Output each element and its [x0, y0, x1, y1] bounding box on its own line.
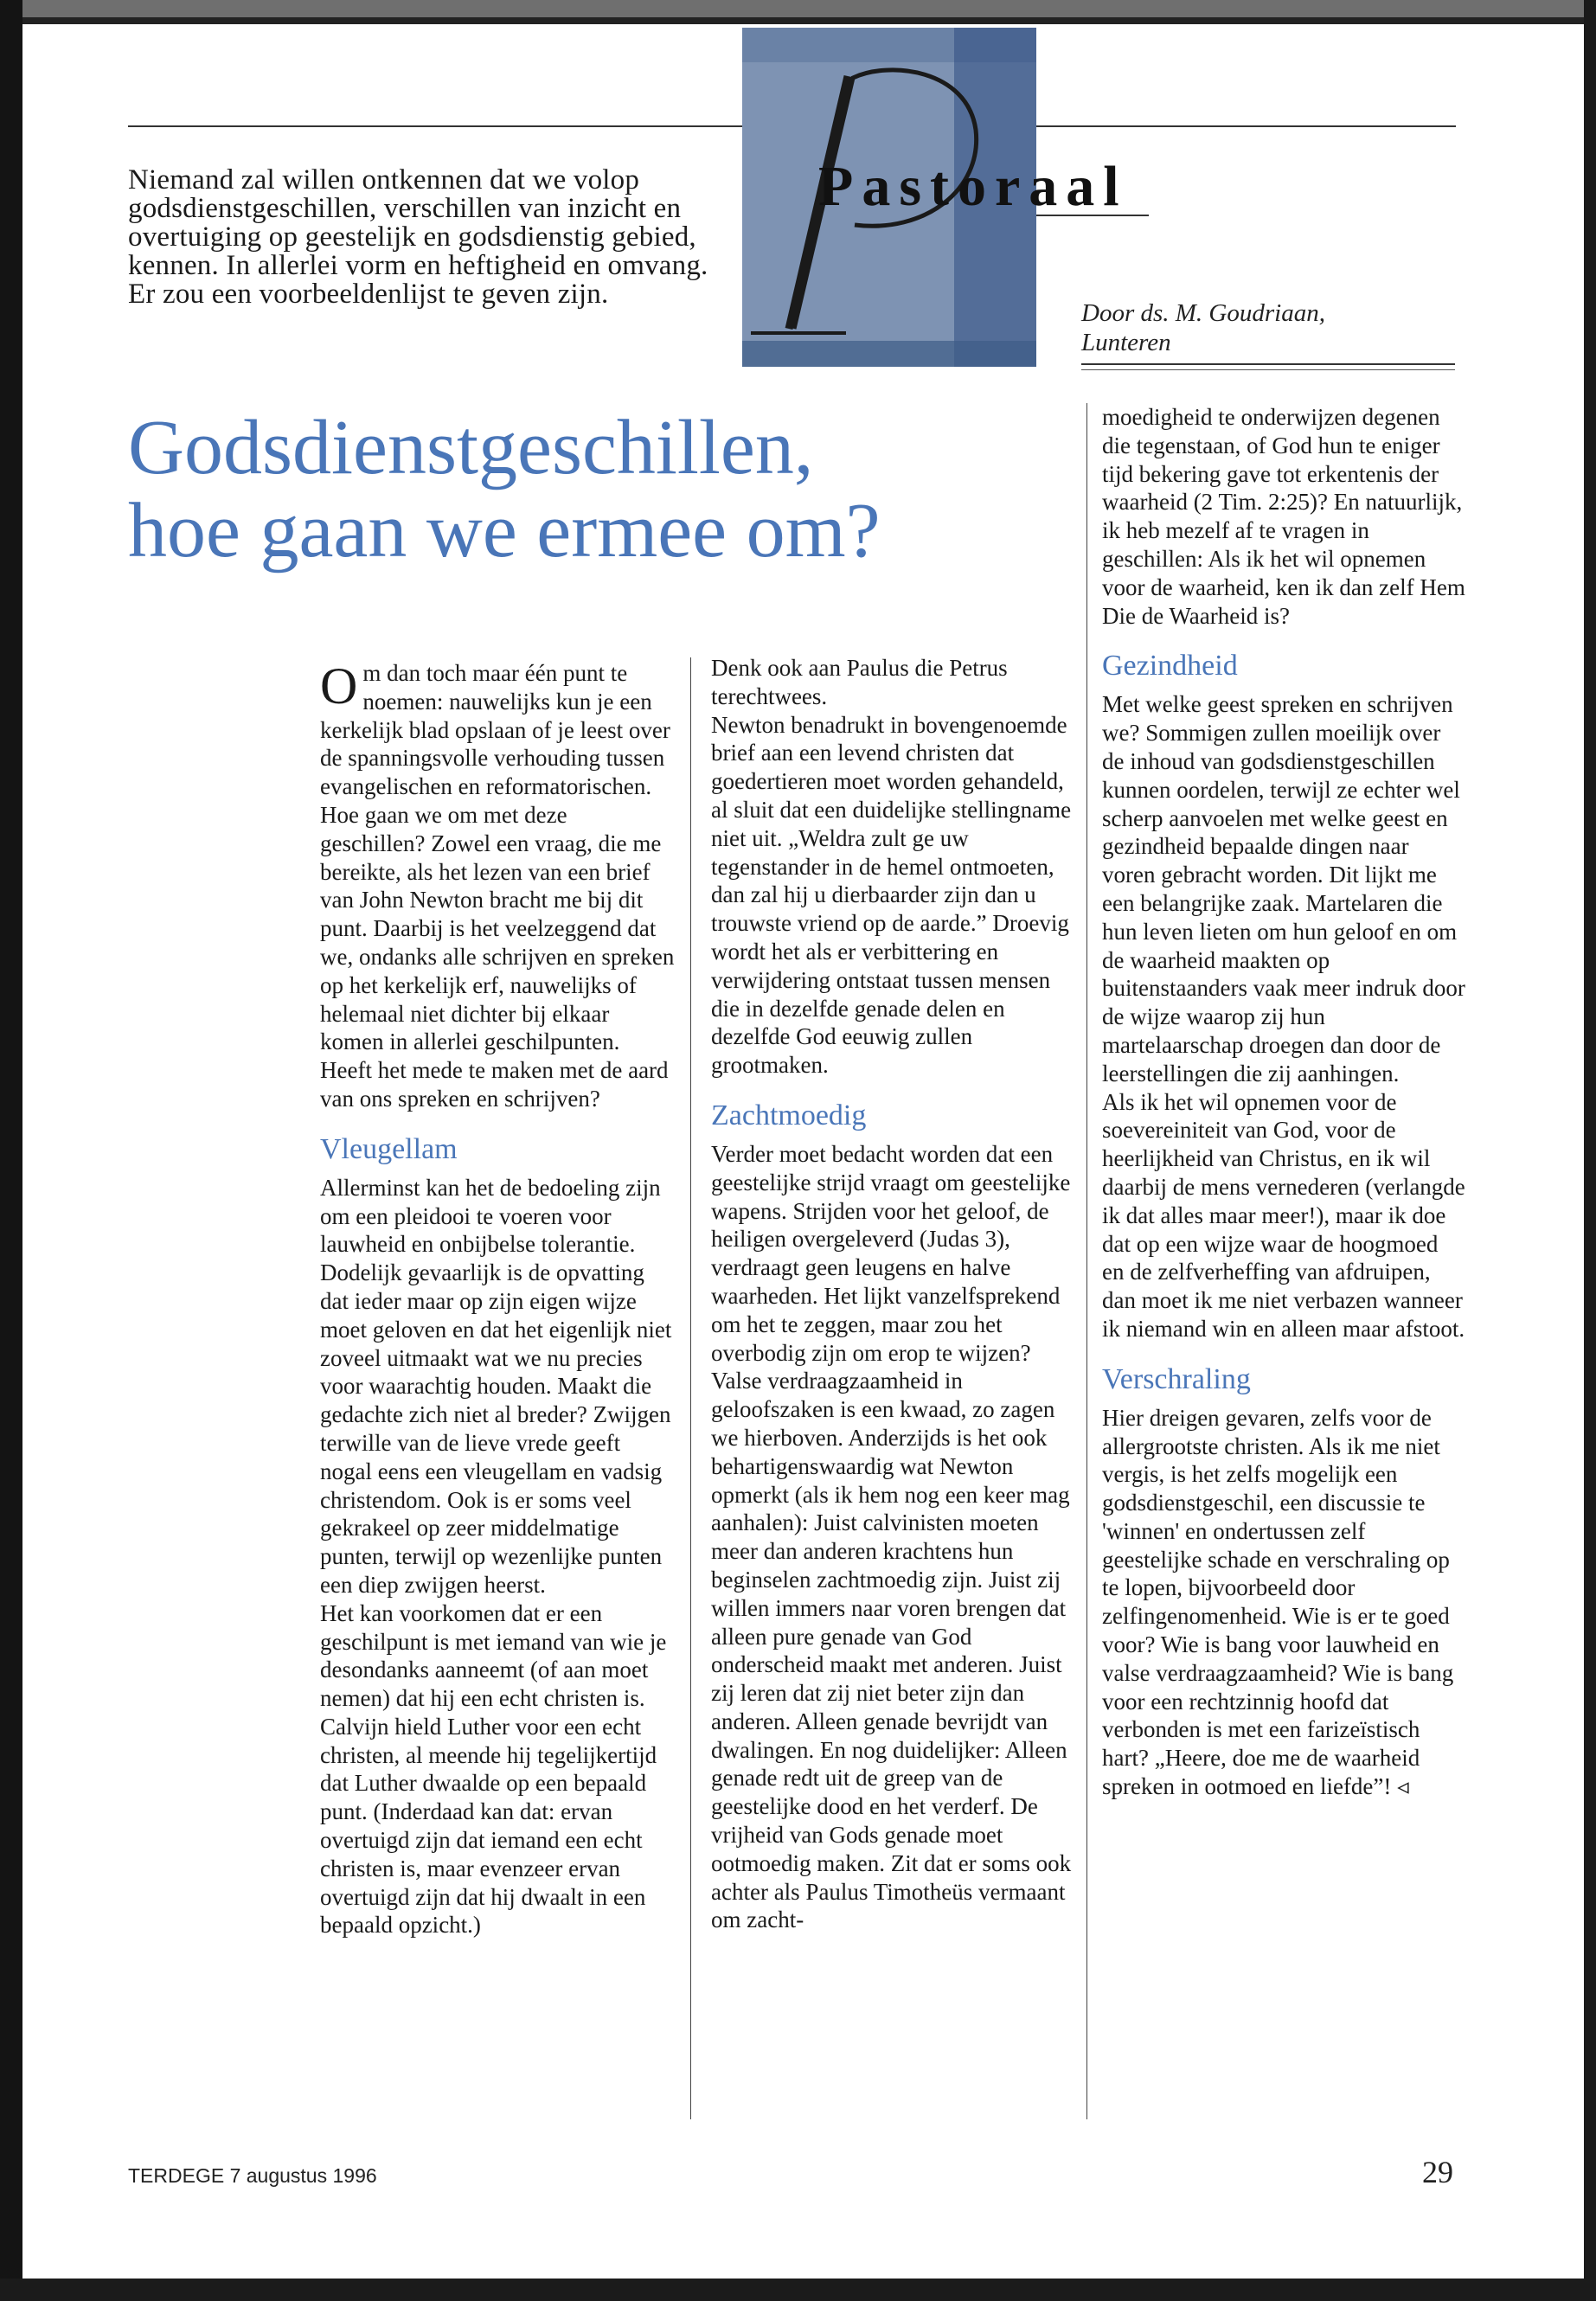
paragraph: Denk ook aan Paulus die Petrus terechtwees.: [711, 655, 1008, 709]
subheading-zachtmoedig: Zachtmoedig: [711, 1099, 867, 1131]
top-rule-right: [1036, 125, 1456, 127]
page-number: 29: [1422, 2155, 1453, 2189]
top-rule-left: [128, 125, 742, 127]
intro-paragraph: Niemand zal willen ontkennen dat we volop godsdienstgeschillen, verschillen van inzicht en overtuiging op geestelijk en godsdienstig gebied, kennen. In allerlei vorm en heftigheid en omvang. Er zou een voorbeeldenlijst te geven zijn.: [128, 164, 708, 310]
scan-edge-top: [0, 0, 1596, 17]
byline: [1081, 298, 1453, 357]
scan-edge-left: [0, 0, 22, 2301]
byline-author: Door ds. M. Goudriaan,: [1081, 299, 1325, 327]
drop-cap: O: [320, 657, 358, 715]
subheading-verschraling: Verschraling: [1102, 1362, 1251, 1395]
subheading-gezindheid: Gezindheid: [1102, 650, 1238, 683]
headline-line-1: Godsdienstgeschillen,: [128, 405, 814, 490]
byline-rule-1: [1081, 363, 1455, 365]
column-divider-1: [690, 657, 691, 2119]
scan-edge-right: [1584, 0, 1596, 2301]
paragraph: Als ik het wil opnemen voor de soevereiniteit van God, voor de heerlijkheid van Christus, en ik wil daarbij de mens vernederen (verlangde ik dat alles maar meer!), maar ik doe dat op een wijze waar de hoogmoed en de zelfverheffing van afdruipen, dan moet ik me niet verbazen wanneer ik niemand win en alleen maar afstoot.: [1102, 1088, 1465, 1342]
article-headline: [128, 407, 1036, 573]
scan-edge-bottom: [0, 2279, 1596, 2301]
paragraph: Allerminst kan het de bedoeling zijn om een pleidooi te voeren voor lauwheid en onbijbelse tolerantie. Dodelijk gevaarlijk is de opvatting dat ieder maar op zijn eigen wijze moet geloven en dat het eigenlijk niet zoveel uitmaakt wat we nu precies voor waarachtig houden. Maakt die gedachte zich niet al breder? Zwijgen terwille van de lieve vrede geeft nogal eens een vleugellam en vadsig christendom. Ook is er soms veel gekrakeel op zeer middelmatige punten, terwijl op wezenlijke punten een diep zwijgen heerst.: [320, 1174, 672, 1598]
paragraph: Het kan voorkomen dat er een geschilpunt is met iemand van wie je desondanks aanneemt (of aan moet nemen) dat hij een echt christen is. Calvijn hield Luther voor een echt christen, al meende hij tegelijkertijd dat Luther dwaalde op een bepaald punt. (Inderdaad kan dat: ervan overtuigd zijn dat iemand een echt christen is, maar evenzeer ervan overtuigd zijn dat hij dwaalt in een bepaald opzicht.): [320, 1599, 667, 1939]
paragraph: Met welke geest spreken en schrijven we? Sommigen zullen moeilijk over de inhoud van godsdienstgeschillen kunnen oordelen, terwijl ze echter wel scherp aanvoelen met welke geest en gezindheid bepaalde dingen naar voren gebracht worden. Dit lijkt me een belangrijke zaak. Martelaren die hun leven lieten om hun geloof en om de waarheid maakten op buitenstaanders vaak meer indruk door de wijze waarop zij hun martelaarschap droegen dan door de leerstellingen die zij aanhingen.: [1102, 691, 1465, 1086]
paragraph: Hier dreigen gevaren, zelfs voor de allergrootste christen. Als ik me niet vergis, is het zelfs mogelijk een godsdienstgeschil, een discussie te 'winnen' en ondertussen zelf geestelijke schade en verschraling op te lopen, bijvoorbeeld door zelfingenomenheid. Wie is er te goed voor? Wie is bang voor lauwheid en valse verdraagzaamheid? Wie is bang voor een rechtzinnig hoofd dat verbonden is met een farizeïstisch hart? „Heere, doe me de waarheid spreken in ootmoed en liefde”! ◃: [1102, 1404, 1454, 1800]
column-divider-2: [1086, 403, 1087, 2119]
headline-line-2: hoe gaan we ermee om?: [128, 488, 881, 574]
article-column-3: [1102, 403, 1465, 1801]
byline-location: Lunteren: [1081, 329, 1171, 356]
subheading-vleugellam: Vleugellam: [320, 1132, 458, 1165]
paragraph: Newton benadrukt in bovengenoemde brief aan een levend christen dat goedertieren moet worden gehandeld, al sluit dat een duidelijke stellingname niet uit. „Weldra zult ge uw tegenstander in de hemel ontmoeten, dan zal hij u dierbaarder zijn dan u trouwste vriend op de aarde.” Droevig wordt het als er verbittering en verwijdering ontstaat tussen mensen die in dezelfde genade delen en dezelfde God eeuwig zullen grootmaken.: [711, 711, 1072, 1079]
byline-rule-2: [1081, 369, 1455, 370]
article-column-1: [320, 659, 675, 1939]
paragraph: Verder moet bedacht worden dat een geestelijke strijd vraagt om geestelijke wapens. Strijden voor het geloof, de heiligen overgeleverd (Judas 3), verdraagt geen leugens en halve waarheden. Het lijkt vanzelfsprekend om het te zeggen, maar zou het overbodig zijn om erop te wijzen? Valse verdraagzaamheid in geloofszaken is een kwaad, zo zagen we hierboven. Anderzijds is het ook behartigenswaardig wat Newton opmerkt (als ik hem nog een keer mag aanhalen): Juist calvinisten moeten meer dan anderen krachtens hun beginselen zachtmoedig zijn. Juist zij willen immers naar voren brengen dat alleen pure genade van God onderscheid maakt met anderen. Juist zij leren dat zij niet beter zijn dan anderen. Alleen genade bevrijdt van dwalingen. En nog duidelijker: Alleen genade redt uit de greep van de geestelijke dood en het verderf. De vrijheid van Gods genade moet ootmoedig maken. Zit dat er soms ook achter als Paulus Timotheüs vermaant om zacht-: [711, 1140, 1072, 1933]
column-title: Pastoraal: [818, 155, 1128, 218]
paragraph: moedigheid te onderwijzen degenen die tegenstaan, of God hun te eniger tijd bekering gave tot erkentenis der waarheid (2 Tim. 2:25)? En natuurlijk, ik heb mezelf af te vragen in geschillen: Als ik het wil opnemen voor de waarheid, ken ik dan zelf Hem Die de Waarheid is?: [1102, 404, 1465, 629]
scan-edge-top-inner: [0, 17, 1596, 24]
footer-publication: TERDEGE 7 augustus 1996: [128, 2164, 377, 2187]
article-column-2: [711, 654, 1073, 1934]
paragraph: Om dan toch maar één punt te noemen: nauwelijks kun je een kerkelijk blad opslaan of je leest over de spanningsvolle verhouding tussen evangelischen en reformatorischen. Hoe gaan we om met deze geschillen? Zowel een vraag, die me bereikte, als het lezen van een brief van John Newton bracht me bij dit punt. Daarbij is het veelzeggend dat we, ondanks alle schrijven en spreken op het kerkelijk erf, nauwelijks of helemaal niet dichter bij elkaar komen in allerlei geschilpunten. Heeft het mede te maken met de aard van ons spreken en schrijven?: [320, 657, 675, 1112]
